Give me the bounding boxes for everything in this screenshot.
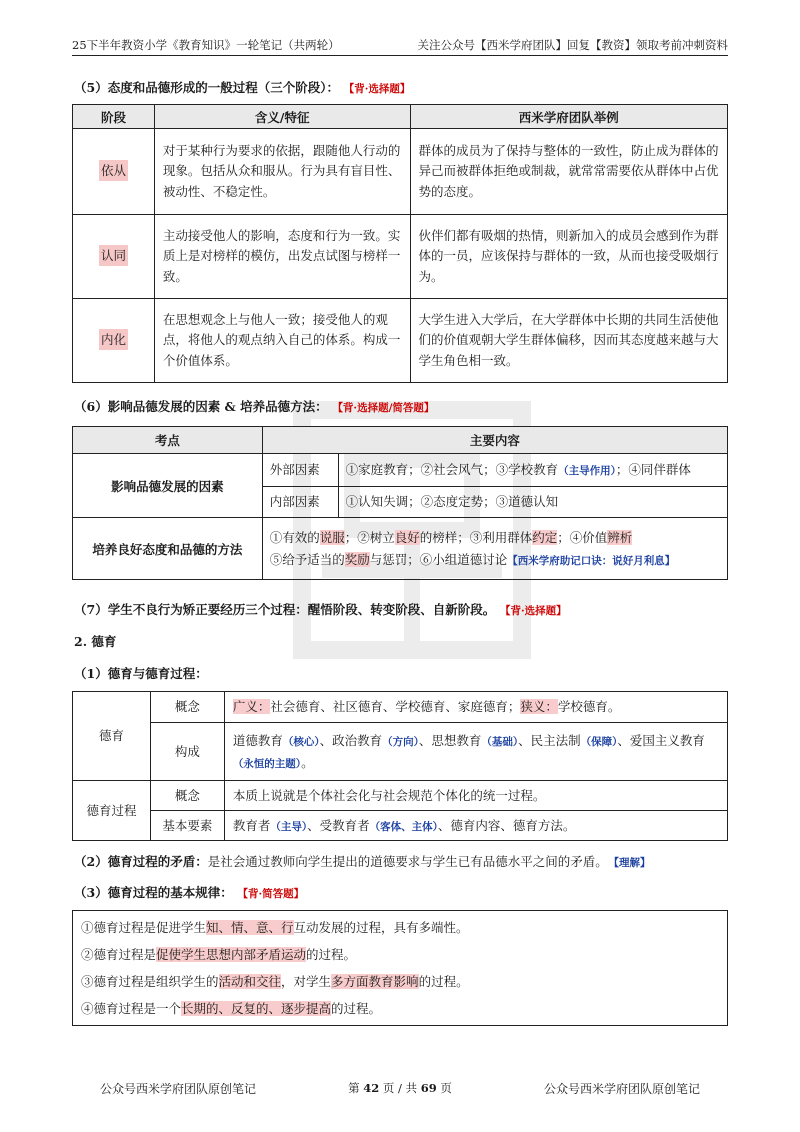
table-row [73, 454, 728, 487]
section6-tag: 【背·选择题/简答题】 [337, 402, 435, 414]
subsec2-tag: 【理解】 [613, 857, 651, 869]
process-concept-label: 概念 [150, 781, 224, 811]
stage-cell [73, 215, 155, 299]
table-row [73, 723, 728, 781]
internal-label: 内部因素 [262, 487, 338, 518]
moral-label: 德育 [73, 692, 151, 781]
section7-heading [74, 600, 567, 618]
table-row [73, 299, 728, 383]
methods-line-2: ⑤给予适当的奖励与惩罚；⑥小组道德讨论【西米学府助记口诀：说好月利息】 [269, 551, 676, 567]
example-cell: 伙伴们都有吸烟的热情，则新加入的成员会感到作为群体的一员，应该保持与群体的一致，从而也接受吸烟行为。 [410, 215, 728, 299]
law-line-4: ④德育过程是一个长期的、反复的、逐步提高的过程。 [81, 1001, 382, 1016]
footer-left: 公众号西米学府团队原创笔记 [100, 1082, 257, 1096]
table-header-row [73, 427, 728, 454]
table-row [73, 692, 728, 723]
section6-heading [74, 397, 434, 415]
meaning-cell: 在思想观念上与他人一致；接受他人的观点，将他人的观点纳入自己的体系。构成一个价值体系。 [154, 299, 410, 383]
meaning-cell: 主动接受他人的影响，态度和行为一致。实质上是对榜样的模仿，出发点试图与榜样一致。 [154, 215, 410, 299]
col-header-meaning: 含义/特征 [154, 105, 410, 129]
header-right-text: 关注公众号【西米学府团队】回复【教资】领取考前冲刺资料 [417, 38, 728, 52]
methods-content [262, 518, 727, 580]
composition-content: 道德教育（核心）、政治教育（方向）、思想教育（基础）、民主法制（保障）、爱国主义教育（永恒的主题）。 [224, 723, 727, 781]
table-row [73, 129, 728, 215]
methods-label: 培养良好态度和品德的方法 [73, 518, 263, 580]
col-header-content: 主要内容 [262, 427, 727, 454]
process-label: 德育过程 [73, 781, 151, 841]
section6-title: （6）影响品德发展的因素 & 培养品德方法： [74, 399, 328, 414]
subsec2-heading [74, 852, 650, 870]
external-text: ①家庭教育；②社会风气；③学校教育 [345, 462, 559, 478]
methods-line-1: ①有效的说服；②树立良好的榜样；③利用群体约定；④价值辨析 [269, 529, 633, 545]
meaning-cell: 对于某种行为要求的依据，跟随他人行动的现象。包括从众和服从。行为具有盲目性、被动性、不稳定性。 [154, 129, 410, 215]
section5-heading [74, 78, 410, 96]
concept-label: 概念 [150, 692, 224, 723]
col-header-stage: 阶段 [73, 105, 155, 129]
concept-content: 广义：社会德育、社区德育、学校德育、家庭德育；狭义：学校德育。 [224, 692, 727, 723]
law-line-1: ①德育过程是促进学生知、情、意、行互动发展的过程，具有多端性。 [81, 920, 469, 935]
elements-content: 教育者（主导）、受教育者（客体、主体）、德育内容、德育方法。 [224, 811, 727, 841]
table-row [73, 781, 728, 811]
table-row [73, 518, 728, 580]
page-number: 第 42 页 / 共 69 页 [348, 1081, 452, 1095]
law-line-3: ③德育过程是组织学生的活动和交往，对学生多方面教育影响的过程。 [81, 974, 469, 989]
stage-cell [73, 299, 155, 383]
table-row [73, 215, 728, 299]
page-header [72, 36, 728, 56]
subsec2-text: 是社会通过教师向学生提出的道德要求与学生已有品德水平之间的矛盾。 [207, 854, 608, 869]
example-cell: 群体的成员为了保持与整体的一致性，防止成为群体的异己而被群体拒绝或制裁，就常常需要依从群体中占优势的态度。 [410, 129, 728, 215]
stage-label: 内化 [99, 329, 128, 350]
internal-content: ①认知失调；②态度定势；③道德认知 [338, 487, 727, 518]
factors-label: 影响品德发展的因素 [73, 454, 263, 518]
page-footer [100, 1080, 700, 1097]
moral-factors-table [72, 426, 728, 580]
law-line-2: ②德育过程是促使学生思想内部矛盾运动的过程。 [81, 947, 357, 962]
section7-tag: 【背·选择题】 [505, 605, 567, 617]
section5-title: （5）态度和品德形成的一般过程（三个阶段）： [74, 80, 339, 95]
subsec2-title: （2）德育过程的矛盾： [74, 854, 208, 869]
external-note: （主导作用） [558, 465, 616, 478]
header-left-text: 25下半年教资小学《教育知识》一轮笔记（共两轮） [72, 38, 340, 52]
laws-box [72, 910, 728, 1026]
table-header-row [73, 105, 728, 129]
external-label: 外部因素 [262, 454, 338, 487]
stage-label: 认同 [99, 245, 128, 266]
subsec1-title: （1）德育与德育过程： [74, 666, 208, 681]
heading-moral-education: 2. 德育 [74, 634, 117, 649]
stage-label: 依从 [99, 160, 128, 181]
subsec3-heading [74, 883, 304, 901]
footer-right: 公众号西米学府团队原创笔记 [543, 1082, 700, 1096]
composition-label: 构成 [150, 723, 224, 781]
stage-cell [73, 129, 155, 215]
process-concept-content: 本质上说就是个体社会化与社会规范个体化的统一过程。 [224, 781, 727, 811]
example-cell: 大学生进入大学后，在大学群体中长期的共同生活使他们的价值观朝大学生群体偏移，因而其态度越来越与大学生角色相一致。 [410, 299, 728, 383]
external-text2: ；④同伴群体 [615, 462, 691, 478]
table-row [73, 811, 728, 841]
col-header-example: 西米学府团队举例 [410, 105, 728, 129]
col-header-point: 考点 [73, 427, 263, 454]
subsec3-tag: 【背·简答题】 [242, 888, 305, 900]
section7-title: （7）学生不良行为矫正要经历三个过程：醒悟阶段、转变阶段、自新阶段。 [74, 602, 496, 617]
attitude-stage-table [72, 104, 728, 383]
subsec3-title: （3）德育过程的基本规律： [74, 885, 233, 900]
moral-education-table [72, 691, 728, 841]
section5-tag: 【背·选择题】 [348, 83, 411, 95]
elements-label: 基本要素 [150, 811, 224, 841]
external-content [338, 454, 727, 487]
